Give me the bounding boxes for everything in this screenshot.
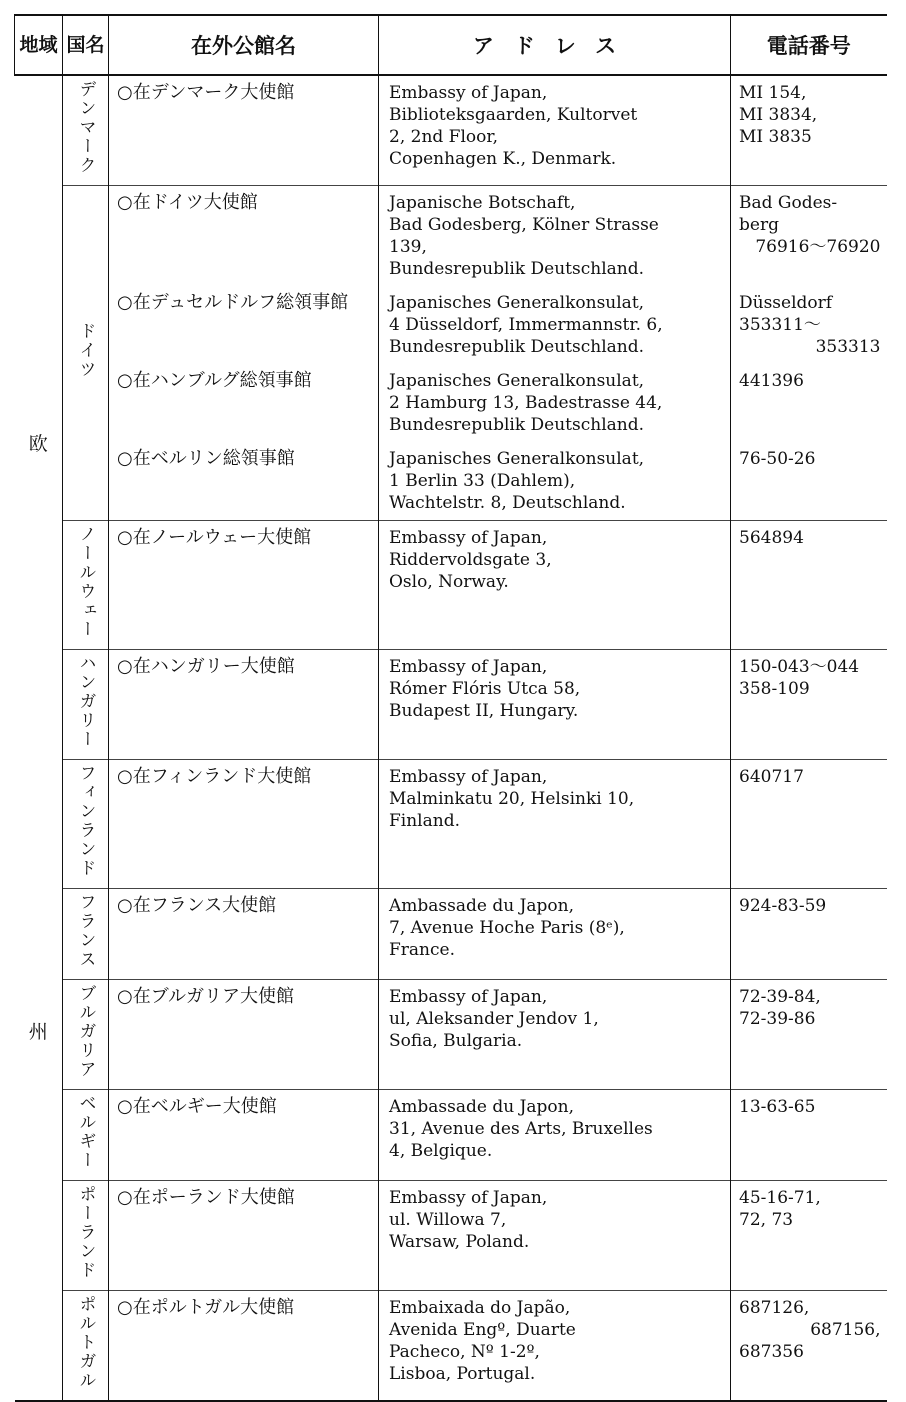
mission-phone	[731, 760, 887, 889]
country-name: ノールウェー	[75, 525, 96, 639]
address-line: Embassy of Japan,	[389, 528, 548, 548]
phone-line: 564894	[739, 528, 804, 548]
mission-address	[379, 889, 731, 980]
phone-line: 13-63-65	[739, 1097, 816, 1117]
address-line: Wachtelstr. 8, Deutschland.	[389, 493, 626, 513]
table-row	[15, 760, 887, 889]
phone-line: 640717	[739, 767, 804, 787]
address-line: Rómer Flóris Utca 58,	[389, 679, 581, 699]
mission-phone	[731, 1181, 887, 1291]
phone-line: 76916～76920	[755, 237, 881, 257]
address-line: Embassy of Japan,	[389, 657, 548, 677]
address-line: Lisboa, Portugal.	[389, 1364, 536, 1384]
phone-line: Düsseldorf	[739, 293, 833, 313]
table-row	[15, 889, 887, 980]
mission-name: ○在デュセルドルフ総領事館	[109, 286, 379, 364]
address-line: Ambassade du Japon,	[389, 1097, 574, 1117]
phone-line: 76-50-26	[739, 449, 816, 469]
phone-line: berg	[739, 215, 779, 235]
mission-address	[379, 1291, 731, 1402]
table-row	[15, 442, 887, 521]
mission-name: ○在デンマーク大使館	[109, 75, 379, 186]
phone-line: Bad Godes-	[739, 193, 838, 213]
country-name: デンマーク	[75, 80, 96, 175]
address-line: Finland.	[389, 811, 460, 831]
table-row	[15, 1291, 887, 1402]
embassy-table	[14, 14, 887, 1402]
mission-phone	[731, 980, 887, 1090]
mission-name: ○在ポーランド大使館	[109, 1181, 379, 1291]
mission-phone	[731, 364, 887, 442]
header-country: 国名	[63, 15, 109, 75]
address-line: Riddervoldsgate 3,	[389, 550, 552, 570]
mission-address	[379, 521, 731, 650]
mission-address	[379, 286, 731, 364]
address-line: Bundesrepublik Deutschland.	[389, 337, 645, 357]
mission-name: ○在ベルギー大使館	[109, 1090, 379, 1181]
address-line: France.	[389, 940, 455, 960]
mission-address	[379, 760, 731, 889]
region-label: 州	[28, 1021, 48, 1043]
mission-address	[379, 364, 731, 442]
mission-address	[379, 1181, 731, 1291]
header-row	[15, 15, 887, 75]
address-line: 139,	[389, 237, 427, 257]
header-address: アドレス	[379, 15, 731, 75]
country-cell	[63, 650, 109, 760]
country-name: ブルガリア	[75, 984, 96, 1079]
country-cell	[63, 889, 109, 980]
address-line: Oslo, Norway.	[389, 572, 509, 592]
address-line: Ambassade du Japon,	[389, 896, 574, 916]
mission-phone	[731, 75, 887, 186]
table-row	[15, 1181, 887, 1291]
table-row	[15, 650, 887, 760]
table-row	[15, 75, 887, 186]
country-name: ポルトガル	[75, 1295, 96, 1390]
phone-line: 687156,	[810, 1320, 881, 1340]
address-line: Copenhagen K., Denmark.	[389, 149, 617, 169]
address-line: 4 Düsseldorf, Immermannstr. 6,	[389, 315, 663, 335]
region-label: 欧	[28, 433, 48, 455]
mission-phone	[731, 650, 887, 760]
table-row	[15, 1090, 887, 1181]
address-line: 31, Avenue des Arts, Bruxelles	[389, 1119, 653, 1139]
table-row	[15, 364, 887, 442]
table-row	[15, 186, 887, 287]
mission-name: ○在ポルトガル大使館	[109, 1291, 379, 1402]
country-cell	[63, 760, 109, 889]
mission-phone	[731, 889, 887, 980]
mission-phone	[731, 286, 887, 364]
phone-line: 72-39-84,	[739, 987, 821, 1007]
address-line: Japanisches Generalkonsulat,	[389, 449, 645, 469]
country-name: フィンランド	[75, 764, 96, 878]
mission-phone	[731, 1090, 887, 1181]
address-line: 2 Hamburg 13, Badestrasse 44,	[389, 393, 663, 413]
mission-address	[379, 1090, 731, 1181]
mission-name: ○在ブルガリア大使館	[109, 980, 379, 1090]
address-line: Bundesrepublik Deutschland.	[389, 259, 645, 279]
mission-address	[379, 650, 731, 760]
phone-line: 353313	[815, 337, 881, 357]
address-line: 7, Avenue Hoche Paris (8ᵉ),	[389, 918, 625, 938]
mission-name: ○在ハンブルグ総領事館	[109, 364, 379, 442]
table-row	[15, 980, 887, 1090]
phone-line: 150-043～044	[739, 657, 860, 677]
mission-phone	[731, 442, 887, 521]
address-line: Biblioteksgaarden, Kultorvet	[389, 105, 638, 125]
address-line: 1 Berlin 33 (Dahlem),	[389, 471, 576, 491]
country-name: フランス	[75, 893, 96, 969]
header-mission: 在外公館名	[109, 15, 379, 75]
country-cell	[63, 980, 109, 1090]
address-line: Warsaw, Poland.	[389, 1232, 530, 1252]
country-cell	[63, 1090, 109, 1181]
mission-address	[379, 75, 731, 186]
phone-line: 441396	[739, 371, 804, 391]
address-line: 2, 2nd Floor,	[389, 127, 499, 147]
address-line: Sofia, Bulgaria.	[389, 1031, 523, 1051]
address-line: Malminkatu 20, Helsinki 10,	[389, 789, 635, 809]
address-line: Japanisches Generalkonsulat,	[389, 371, 645, 391]
phone-line: 353311～	[739, 315, 821, 335]
mission-name: ○在フランス大使館	[109, 889, 379, 980]
address-line: 4, Belgique.	[389, 1141, 493, 1161]
country-cell	[63, 1291, 109, 1402]
address-line: Bad Godesberg, Kölner Strasse	[389, 215, 659, 235]
phone-line: MI 154,	[739, 83, 807, 103]
address-line: Embassy of Japan,	[389, 1188, 548, 1208]
table-row	[15, 521, 887, 650]
address-line: Japanisches Generalkonsulat,	[389, 293, 645, 313]
country-cell	[63, 1181, 109, 1291]
mission-name: ○在フィンランド大使館	[109, 760, 379, 889]
mission-phone	[731, 521, 887, 650]
mission-name: ○在ベルリン総領事館	[109, 442, 379, 521]
mission-address	[379, 186, 731, 287]
mission-address	[379, 442, 731, 521]
address-line: Embaixada do Japão,	[389, 1298, 571, 1318]
country-name: ドイツ	[75, 321, 96, 379]
mission-name: ○在ハンガリー大使館	[109, 650, 379, 760]
phone-line: MI 3834,	[739, 105, 818, 125]
phone-line: MI 3835	[739, 127, 812, 147]
phone-line: 72, 73	[739, 1210, 794, 1230]
mission-name: ○在ノールウェー大使館	[109, 521, 379, 650]
table-row	[15, 286, 887, 364]
country-name: ハンガリー	[75, 654, 96, 749]
country-cell	[63, 521, 109, 650]
country-cell	[63, 75, 109, 186]
address-line: ul, Aleksander Jendov 1,	[389, 1009, 599, 1029]
header-phone: 電話番号	[731, 15, 887, 75]
country-cell	[63, 186, 109, 521]
mission-phone	[731, 1291, 887, 1402]
address-line: Japanische Botschaft,	[389, 193, 576, 213]
phone-line: 687126,	[739, 1298, 810, 1318]
phone-line: 924-83-59	[739, 896, 827, 916]
mission-address	[379, 980, 731, 1090]
address-line: Avenida Engº, Duarte	[389, 1320, 576, 1340]
address-line: Pacheco, Nº 1-2º,	[389, 1342, 540, 1362]
address-line: Embassy of Japan,	[389, 83, 548, 103]
phone-line: 687356	[739, 1342, 804, 1362]
mission-name: ○在ドイツ大使館	[109, 186, 379, 287]
phone-line: 45-16-71,	[739, 1188, 821, 1208]
mission-phone	[731, 186, 887, 287]
region-cell	[15, 75, 63, 1401]
phone-line: 72-39-86	[739, 1009, 816, 1029]
phone-line: 358-109	[739, 679, 810, 699]
address-line: Embassy of Japan,	[389, 987, 548, 1007]
address-line: Bundesrepublik Deutschland.	[389, 415, 645, 435]
country-name: ベルギー	[75, 1094, 96, 1170]
header-region: 地域	[15, 15, 63, 75]
country-name: ポーランド	[75, 1185, 96, 1280]
address-line: Embassy of Japan,	[389, 767, 548, 787]
address-line: Budapest II, Hungary.	[389, 701, 579, 721]
address-line: ul. Willowa 7,	[389, 1210, 507, 1230]
